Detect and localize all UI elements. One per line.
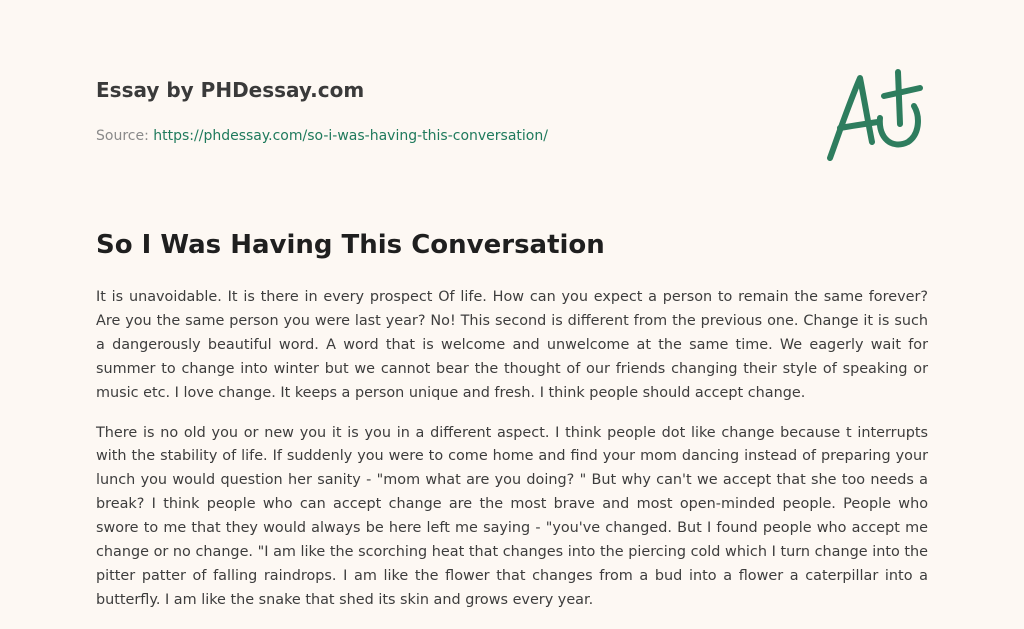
source-label: Source: [96, 128, 154, 144]
a-plus-logo-icon [820, 66, 930, 166]
essay-title: So I Was Having This Conversation [96, 230, 605, 260]
source-line [96, 126, 796, 146]
essay-body [96, 286, 928, 629]
source-link[interactable]: https://phdessay.com/so-i-was-having-this-conversation/ [153, 128, 548, 144]
site-header [96, 76, 796, 146]
brand-title: Essay by PHDessay.com [96, 78, 365, 102]
essay-paragraph-2: There is no old you or new you it is you in a different aspect. I think people dot like change because t interrupts with the stability of life. If suddenly you were to come home and find your mom dancing instead of preparing your lunch you would question her sanity - "mom what are you doing? " But why can't we accept that she too needs a break? I think people who can accept change are the most brave and most open-minded people. People who swore to me that they would always be here left me saying - "you've changed. But I found people who accept me change or no change. "I am like the scorching heat that changes into the piercing cold which I turn change into the pitter patter of falling raindrops. I am like the flower that changes from a bud into a flower a caterpillar into a butterfly. I am like the snake that shed its skin and grows every year. [96, 424, 928, 608]
essay-paragraph-1: It is unavoidable. It is there in every prospect Of life. How can you expect a person to remain the same forever? Are you the same person you were last year? No! This second is different from the previous one. Change it is such a dangerously beautiful word. A word that is welcome and unwelcome at the same time. We eagerly wait for summer to change into winter but we cannot bear the thought of our friends changing their style of speaking or music etc. I love change. It keeps a person unique and fresh. I think people should accept change. [96, 289, 928, 401]
